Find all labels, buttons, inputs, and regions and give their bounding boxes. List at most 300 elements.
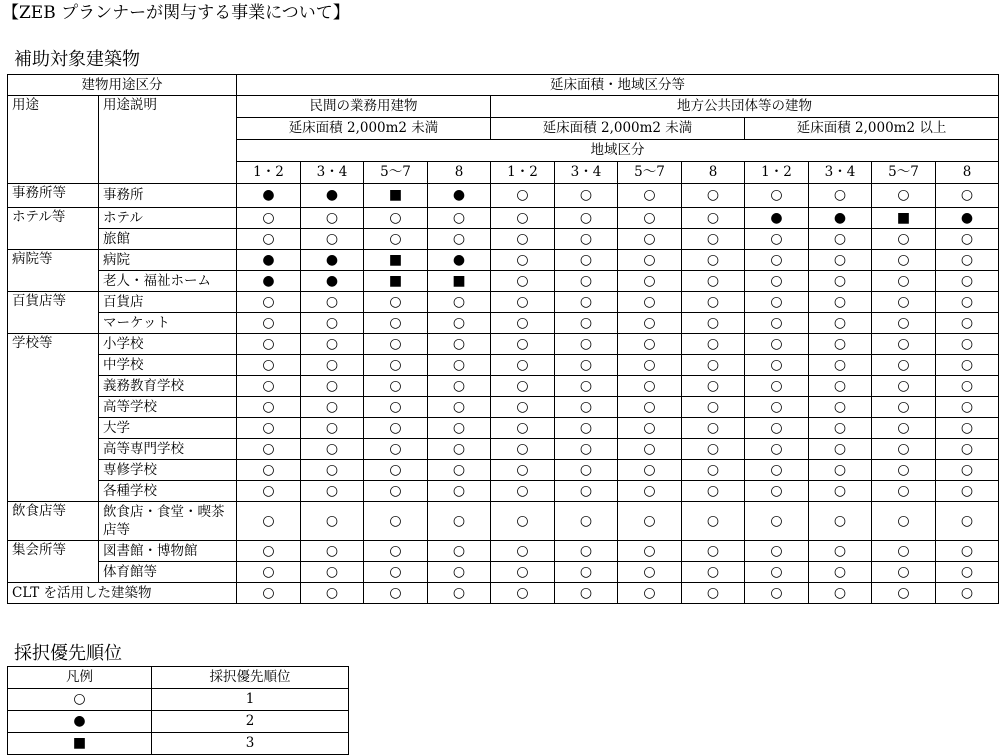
priority-symbol-cell: ○ — [936, 376, 999, 397]
priority-symbol-cell: ○ — [809, 562, 872, 583]
priority-symbol-cell: ○ — [491, 376, 555, 397]
priority-symbol-cell: ○ — [809, 355, 872, 376]
priority-symbol-cell: ○ — [682, 481, 745, 502]
priority-symbol-cell: ○ — [745, 460, 809, 481]
priority-symbol-cell: ○ — [301, 583, 364, 604]
priority-symbol-cell: ○ — [364, 355, 428, 376]
priority-symbol-cell: ○ — [745, 250, 809, 271]
priority-symbol-cell: ○ — [301, 439, 364, 460]
priority-symbol-cell: ○ — [364, 502, 428, 541]
priority-symbol-cell: ○ — [364, 481, 428, 502]
priority-symbol-cell: ○ — [618, 397, 682, 418]
priority-symbol-cell: ○ — [618, 541, 682, 562]
legend-row — [8, 689, 349, 711]
priority-symbol-cell: ○ — [428, 460, 491, 481]
priority-symbol-cell: ○ — [682, 271, 745, 292]
priority-symbol-cell: ○ — [237, 397, 301, 418]
priority-symbol-cell: ● — [301, 271, 364, 292]
priority-symbol-cell: ○ — [618, 439, 682, 460]
priority-symbol-cell: ○ — [491, 481, 555, 502]
row-usage: ホテル等 — [8, 208, 99, 250]
priority-symbol-cell: ○ — [491, 271, 555, 292]
table-row — [8, 541, 999, 562]
priority-symbol-cell: ○ — [301, 334, 364, 355]
priority-symbol-cell: ○ — [682, 292, 745, 313]
priority-symbol-cell: ○ — [809, 439, 872, 460]
priority-symbol-cell: ○ — [809, 334, 872, 355]
priority-symbol-cell: ○ — [555, 250, 618, 271]
priority-symbol-cell: ○ — [936, 460, 999, 481]
row-usage-desc: 高等学校 — [99, 397, 237, 418]
priority-symbol-cell: ● — [936, 208, 999, 229]
priority-symbol-cell: ○ — [491, 541, 555, 562]
priority-symbol-cell: ○ — [491, 397, 555, 418]
priority-symbol-cell: ■ — [428, 271, 491, 292]
region-col-header: 8 — [682, 162, 745, 184]
row-label: CLT を活用した建築物 — [8, 583, 237, 604]
priority-symbol-cell: ○ — [237, 541, 301, 562]
priority-symbol-cell: ○ — [872, 439, 936, 460]
table-row — [8, 271, 999, 292]
priority-symbol-cell: ○ — [872, 229, 936, 250]
priority-symbol-cell: ○ — [618, 208, 682, 229]
priority-symbol-cell: ○ — [618, 418, 682, 439]
priority-symbol-cell: ○ — [809, 184, 872, 208]
legend-row — [8, 733, 349, 755]
legend-header-priority: 採択優先順位 — [152, 667, 349, 689]
priority-symbol-cell: ○ — [364, 334, 428, 355]
priority-symbol-cell: ○ — [872, 418, 936, 439]
priority-symbol-cell: ○ — [872, 334, 936, 355]
legend-table — [7, 666, 349, 755]
row-usage-desc: 病院 — [99, 250, 237, 271]
priority-symbol-cell: ○ — [301, 292, 364, 313]
row-usage: 事務所等 — [8, 184, 99, 208]
priority-symbol-cell: ○ — [745, 271, 809, 292]
priority-symbol-cell: ○ — [555, 313, 618, 334]
priority-symbol-cell: ○ — [809, 418, 872, 439]
priority-symbol-cell: ○ — [872, 541, 936, 562]
priority-symbol-cell: ○ — [301, 502, 364, 541]
row-usage: 飲食店等 — [8, 502, 99, 541]
priority-symbol-cell: ○ — [237, 292, 301, 313]
table-row — [8, 208, 999, 229]
priority-symbol-cell: ○ — [555, 397, 618, 418]
priority-symbol-cell: ○ — [682, 184, 745, 208]
priority-symbol-cell: ○ — [872, 460, 936, 481]
priority-symbol-cell: ○ — [872, 562, 936, 583]
priority-symbol-cell: ○ — [237, 334, 301, 355]
priority-symbol-cell: ○ — [364, 208, 428, 229]
priority-symbol-cell: ○ — [301, 460, 364, 481]
row-usage-desc: 体育館等 — [99, 562, 237, 583]
priority-symbol-cell: ○ — [301, 313, 364, 334]
priority-symbol-cell: ○ — [936, 397, 999, 418]
row-usage-desc: 小学校 — [99, 334, 237, 355]
priority-symbol-cell: ○ — [936, 502, 999, 541]
priority-symbol-cell: ○ — [364, 439, 428, 460]
priority-symbol-cell: ○ — [428, 481, 491, 502]
priority-symbol-cell: ○ — [745, 376, 809, 397]
priority-symbol-cell: ○ — [491, 562, 555, 583]
priority-symbol-cell: ○ — [555, 184, 618, 208]
priority-symbol-cell: ○ — [428, 208, 491, 229]
priority-symbol-cell: ○ — [745, 439, 809, 460]
header-usage-desc: 用途説明 — [99, 96, 237, 184]
priority-symbol-cell: ○ — [809, 313, 872, 334]
priority-symbol-cell: ○ — [555, 460, 618, 481]
priority-symbol-cell: ○ — [491, 418, 555, 439]
header-private-area: 延床面積 2,000m2 未満 — [237, 118, 491, 140]
priority-symbol-cell: ○ — [428, 583, 491, 604]
eligible-buildings-table — [7, 74, 999, 604]
row-usage-desc: 各種学校 — [99, 481, 237, 502]
priority-symbol-cell: ○ — [936, 439, 999, 460]
priority-symbol-cell: ○ — [936, 229, 999, 250]
priority-symbol-cell: ● — [301, 184, 364, 208]
priority-symbol-cell: ○ — [428, 376, 491, 397]
priority-symbol-cell: ● — [428, 250, 491, 271]
legend-symbol: ● — [8, 711, 152, 733]
row-usage-desc: 中学校 — [99, 355, 237, 376]
region-col-header: 3・4 — [555, 162, 618, 184]
row-usage: 病院等 — [8, 250, 99, 292]
priority-symbol-cell: ○ — [936, 184, 999, 208]
priority-symbol-cell: ○ — [237, 229, 301, 250]
priority-symbol-cell: ○ — [491, 292, 555, 313]
priority-symbol-cell: ● — [809, 208, 872, 229]
table-row — [8, 313, 999, 334]
priority-symbol-cell: ○ — [301, 208, 364, 229]
priority-symbol-cell: ○ — [555, 502, 618, 541]
page-title: 【ZEB プランナーが関与する事業について】 — [2, 3, 350, 23]
priority-symbol-cell: ● — [745, 208, 809, 229]
priority-symbol-cell: ○ — [618, 583, 682, 604]
priority-symbol-cell: ○ — [301, 376, 364, 397]
priority-symbol-cell: ○ — [491, 355, 555, 376]
priority-symbol-cell: ■ — [364, 250, 428, 271]
priority-symbol-cell: ○ — [237, 418, 301, 439]
priority-symbol-cell: ○ — [809, 541, 872, 562]
table-row — [8, 502, 999, 541]
priority-symbol-cell: ○ — [618, 292, 682, 313]
priority-symbol-cell: ○ — [364, 229, 428, 250]
table-row — [8, 418, 999, 439]
table-row — [8, 397, 999, 418]
priority-symbol-cell: ○ — [428, 418, 491, 439]
priority-symbol-cell: ○ — [491, 439, 555, 460]
priority-symbol-cell: ● — [301, 250, 364, 271]
priority-symbol-cell: ○ — [872, 313, 936, 334]
header-region: 地域区分 — [237, 140, 999, 162]
priority-symbol-cell: ○ — [618, 271, 682, 292]
priority-symbol-cell: ■ — [364, 271, 428, 292]
priority-symbol-cell: ○ — [555, 334, 618, 355]
priority-symbol-cell: ○ — [745, 583, 809, 604]
region-col-header: 5～7 — [364, 162, 428, 184]
row-usage-desc: 老人・福祉ホーム — [99, 271, 237, 292]
priority-symbol-cell: ○ — [618, 481, 682, 502]
priority-symbol-cell: ○ — [491, 229, 555, 250]
priority-symbol-cell: ○ — [237, 355, 301, 376]
priority-symbol-cell: ○ — [809, 502, 872, 541]
priority-symbol-cell: ○ — [618, 250, 682, 271]
priority-symbol-cell: ○ — [301, 481, 364, 502]
priority-symbol-cell: ○ — [682, 460, 745, 481]
priority-symbol-cell: ○ — [872, 376, 936, 397]
priority-symbol-cell: ○ — [555, 418, 618, 439]
priority-symbol-cell: ○ — [936, 541, 999, 562]
priority-symbol-cell: ● — [237, 184, 301, 208]
priority-symbol-cell: ○ — [872, 292, 936, 313]
row-usage-desc: 飲食店・食堂・喫茶店等 — [99, 502, 237, 541]
priority-symbol-cell: ○ — [364, 418, 428, 439]
row-usage-desc: 高等専門学校 — [99, 439, 237, 460]
priority-symbol-cell: ○ — [618, 502, 682, 541]
priority-symbol-cell: ○ — [682, 229, 745, 250]
priority-symbol-cell: ○ — [555, 439, 618, 460]
priority-symbol-cell: ○ — [364, 292, 428, 313]
priority-symbol-cell: ○ — [555, 376, 618, 397]
region-col-header: 5～7 — [872, 162, 936, 184]
priority-symbol-cell: ○ — [936, 313, 999, 334]
priority-symbol-cell: ○ — [428, 439, 491, 460]
priority-symbol-cell: ○ — [745, 481, 809, 502]
priority-symbol-cell: ○ — [428, 292, 491, 313]
priority-symbol-cell: ○ — [809, 583, 872, 604]
priority-symbol-cell: ○ — [428, 562, 491, 583]
priority-symbol-cell: ○ — [745, 355, 809, 376]
priority-symbol-cell: ○ — [872, 502, 936, 541]
priority-symbol-cell: ○ — [745, 313, 809, 334]
table-row — [8, 292, 999, 313]
priority-symbol-cell: ○ — [682, 355, 745, 376]
priority-symbol-cell: ○ — [618, 460, 682, 481]
priority-symbol-cell: ○ — [555, 562, 618, 583]
priority-symbol-cell: ○ — [682, 541, 745, 562]
priority-symbol-cell: ○ — [745, 184, 809, 208]
priority-symbol-cell: ○ — [428, 313, 491, 334]
priority-symbol-cell: ○ — [491, 583, 555, 604]
priority-symbol-cell: ○ — [555, 481, 618, 502]
section-title-eligible-buildings: 補助対象建築物 — [14, 49, 140, 70]
region-col-header: 3・4 — [301, 162, 364, 184]
legend-header-symbol: 凡例 — [8, 667, 152, 689]
table-row — [8, 376, 999, 397]
priority-symbol-cell: ○ — [745, 541, 809, 562]
priority-symbol-cell: ○ — [301, 229, 364, 250]
priority-symbol-cell: ○ — [809, 250, 872, 271]
priority-symbol-cell: ○ — [237, 583, 301, 604]
row-usage-desc: 百貨店 — [99, 292, 237, 313]
legend-row — [8, 711, 349, 733]
priority-symbol-cell: ○ — [936, 562, 999, 583]
legend-priority: 1 — [152, 689, 349, 711]
row-usage-desc: 図書館・博物館 — [99, 541, 237, 562]
priority-symbol-cell: ○ — [237, 562, 301, 583]
priority-symbol-cell: ○ — [682, 313, 745, 334]
priority-symbol-cell: ● — [428, 184, 491, 208]
priority-symbol-cell: ○ — [872, 355, 936, 376]
priority-symbol-cell: ○ — [872, 271, 936, 292]
priority-symbol-cell: ○ — [936, 418, 999, 439]
table-row — [8, 250, 999, 271]
priority-symbol-cell: ○ — [555, 271, 618, 292]
table-row — [8, 184, 999, 208]
priority-symbol-cell: ○ — [872, 583, 936, 604]
region-col-header: 5～7 — [618, 162, 682, 184]
row-usage-desc: マーケット — [99, 313, 237, 334]
priority-symbol-cell: ○ — [555, 583, 618, 604]
region-col-header: 3・4 — [809, 162, 872, 184]
priority-symbol-cell: ○ — [364, 376, 428, 397]
priority-symbol-cell: ○ — [809, 397, 872, 418]
table-row — [8, 460, 999, 481]
priority-symbol-cell: ○ — [301, 355, 364, 376]
row-usage: 学校等 — [8, 334, 99, 502]
legend-symbol: ○ — [8, 689, 152, 711]
priority-symbol-cell: ○ — [872, 184, 936, 208]
priority-symbol-cell: ○ — [301, 541, 364, 562]
priority-symbol-cell: ○ — [682, 583, 745, 604]
priority-symbol-cell: ○ — [745, 562, 809, 583]
priority-symbol-cell: ○ — [364, 460, 428, 481]
priority-symbol-cell: ○ — [491, 460, 555, 481]
priority-symbol-cell: ○ — [745, 397, 809, 418]
priority-symbol-cell: ○ — [809, 481, 872, 502]
table-row — [8, 334, 999, 355]
region-col-header: 1・2 — [491, 162, 555, 184]
row-usage-desc: 義務教育学校 — [99, 376, 237, 397]
priority-symbol-cell: ○ — [491, 502, 555, 541]
priority-symbol-cell: ○ — [364, 562, 428, 583]
priority-symbol-cell: ○ — [745, 229, 809, 250]
table-row — [8, 355, 999, 376]
priority-symbol-cell: ○ — [237, 460, 301, 481]
priority-symbol-cell: ○ — [745, 334, 809, 355]
priority-symbol-cell: ○ — [364, 583, 428, 604]
row-usage-desc: ホテル — [99, 208, 237, 229]
priority-symbol-cell: ○ — [555, 541, 618, 562]
header-private-buildings: 民間の業務用建物 — [237, 96, 491, 118]
row-usage: 百貨店等 — [8, 292, 99, 334]
priority-symbol-cell: ○ — [428, 541, 491, 562]
priority-symbol-cell: ○ — [428, 502, 491, 541]
priority-symbol-cell: ○ — [618, 376, 682, 397]
priority-symbol-cell: ○ — [809, 292, 872, 313]
priority-symbol-cell: ■ — [872, 208, 936, 229]
region-col-header: 8 — [428, 162, 491, 184]
priority-symbol-cell: ○ — [682, 502, 745, 541]
table-row — [8, 229, 999, 250]
priority-symbol-cell: ○ — [745, 502, 809, 541]
priority-symbol-cell: ○ — [491, 334, 555, 355]
priority-symbol-cell: ○ — [872, 481, 936, 502]
priority-symbol-cell: ○ — [237, 481, 301, 502]
priority-symbol-cell: ○ — [682, 208, 745, 229]
header-public-buildings: 地方公共団体等の建物 — [491, 96, 999, 118]
table-row — [8, 583, 999, 604]
priority-symbol-cell: ○ — [618, 229, 682, 250]
section-title-priority: 採択優先順位 — [14, 643, 122, 664]
table-row — [8, 481, 999, 502]
priority-symbol-cell: ○ — [491, 250, 555, 271]
priority-symbol-cell: ○ — [618, 355, 682, 376]
priority-symbol-cell: ■ — [364, 184, 428, 208]
row-usage-desc: 旅館 — [99, 229, 237, 250]
priority-symbol-cell: ○ — [809, 271, 872, 292]
priority-symbol-cell: ○ — [682, 418, 745, 439]
legend-symbol: ■ — [8, 733, 152, 755]
header-floor-region: 延床面積・地域区分等 — [237, 75, 999, 96]
priority-symbol-cell: ○ — [555, 208, 618, 229]
priority-symbol-cell: ○ — [936, 583, 999, 604]
priority-symbol-cell: ○ — [682, 439, 745, 460]
priority-symbol-cell: ○ — [301, 418, 364, 439]
priority-symbol-cell: ○ — [301, 562, 364, 583]
header-usage: 用途 — [8, 96, 99, 184]
priority-symbol-cell: ○ — [237, 313, 301, 334]
priority-symbol-cell: ○ — [364, 313, 428, 334]
priority-symbol-cell: ○ — [555, 292, 618, 313]
priority-symbol-cell: ○ — [682, 334, 745, 355]
priority-symbol-cell: ○ — [682, 397, 745, 418]
priority-symbol-cell: ○ — [428, 334, 491, 355]
priority-symbol-cell: ○ — [237, 208, 301, 229]
priority-symbol-cell: ○ — [936, 334, 999, 355]
priority-symbol-cell: ○ — [364, 397, 428, 418]
priority-symbol-cell: ○ — [428, 355, 491, 376]
priority-symbol-cell: ○ — [682, 376, 745, 397]
priority-symbol-cell: ○ — [682, 250, 745, 271]
priority-symbol-cell: ○ — [618, 562, 682, 583]
priority-symbol-cell: ○ — [618, 334, 682, 355]
region-col-header: 1・2 — [237, 162, 301, 184]
priority-symbol-cell: ○ — [428, 229, 491, 250]
priority-symbol-cell: ○ — [745, 292, 809, 313]
priority-symbol-cell: ○ — [809, 460, 872, 481]
legend-priority: 2 — [152, 711, 349, 733]
priority-symbol-cell: ○ — [555, 355, 618, 376]
priority-symbol-cell: ○ — [428, 397, 491, 418]
header-public-area-over: 延床面積 2,000m2 以上 — [745, 118, 999, 140]
legend-priority: 3 — [152, 733, 349, 755]
priority-symbol-cell: ○ — [555, 229, 618, 250]
row-usage-desc: 事務所 — [99, 184, 237, 208]
priority-symbol-cell: ○ — [491, 313, 555, 334]
priority-symbol-cell: ○ — [237, 502, 301, 541]
row-usage-desc: 専修学校 — [99, 460, 237, 481]
priority-symbol-cell: ○ — [301, 397, 364, 418]
priority-symbol-cell: ○ — [936, 481, 999, 502]
header-usage-category: 建物用途区分 — [8, 75, 237, 96]
priority-symbol-cell: ○ — [809, 376, 872, 397]
priority-symbol-cell: ○ — [936, 271, 999, 292]
header-public-area-under: 延床面積 2,000m2 未満 — [491, 118, 745, 140]
table-row — [8, 439, 999, 460]
row-usage-desc: 大学 — [99, 418, 237, 439]
priority-symbol-cell: ○ — [936, 355, 999, 376]
priority-symbol-cell: ○ — [682, 562, 745, 583]
priority-symbol-cell: ○ — [809, 229, 872, 250]
priority-symbol-cell: ○ — [364, 541, 428, 562]
region-col-header: 1・2 — [745, 162, 809, 184]
priority-symbol-cell: ○ — [936, 292, 999, 313]
priority-symbol-cell: ○ — [618, 313, 682, 334]
priority-symbol-cell: ● — [237, 271, 301, 292]
priority-symbol-cell: ○ — [745, 418, 809, 439]
priority-symbol-cell: ● — [237, 250, 301, 271]
